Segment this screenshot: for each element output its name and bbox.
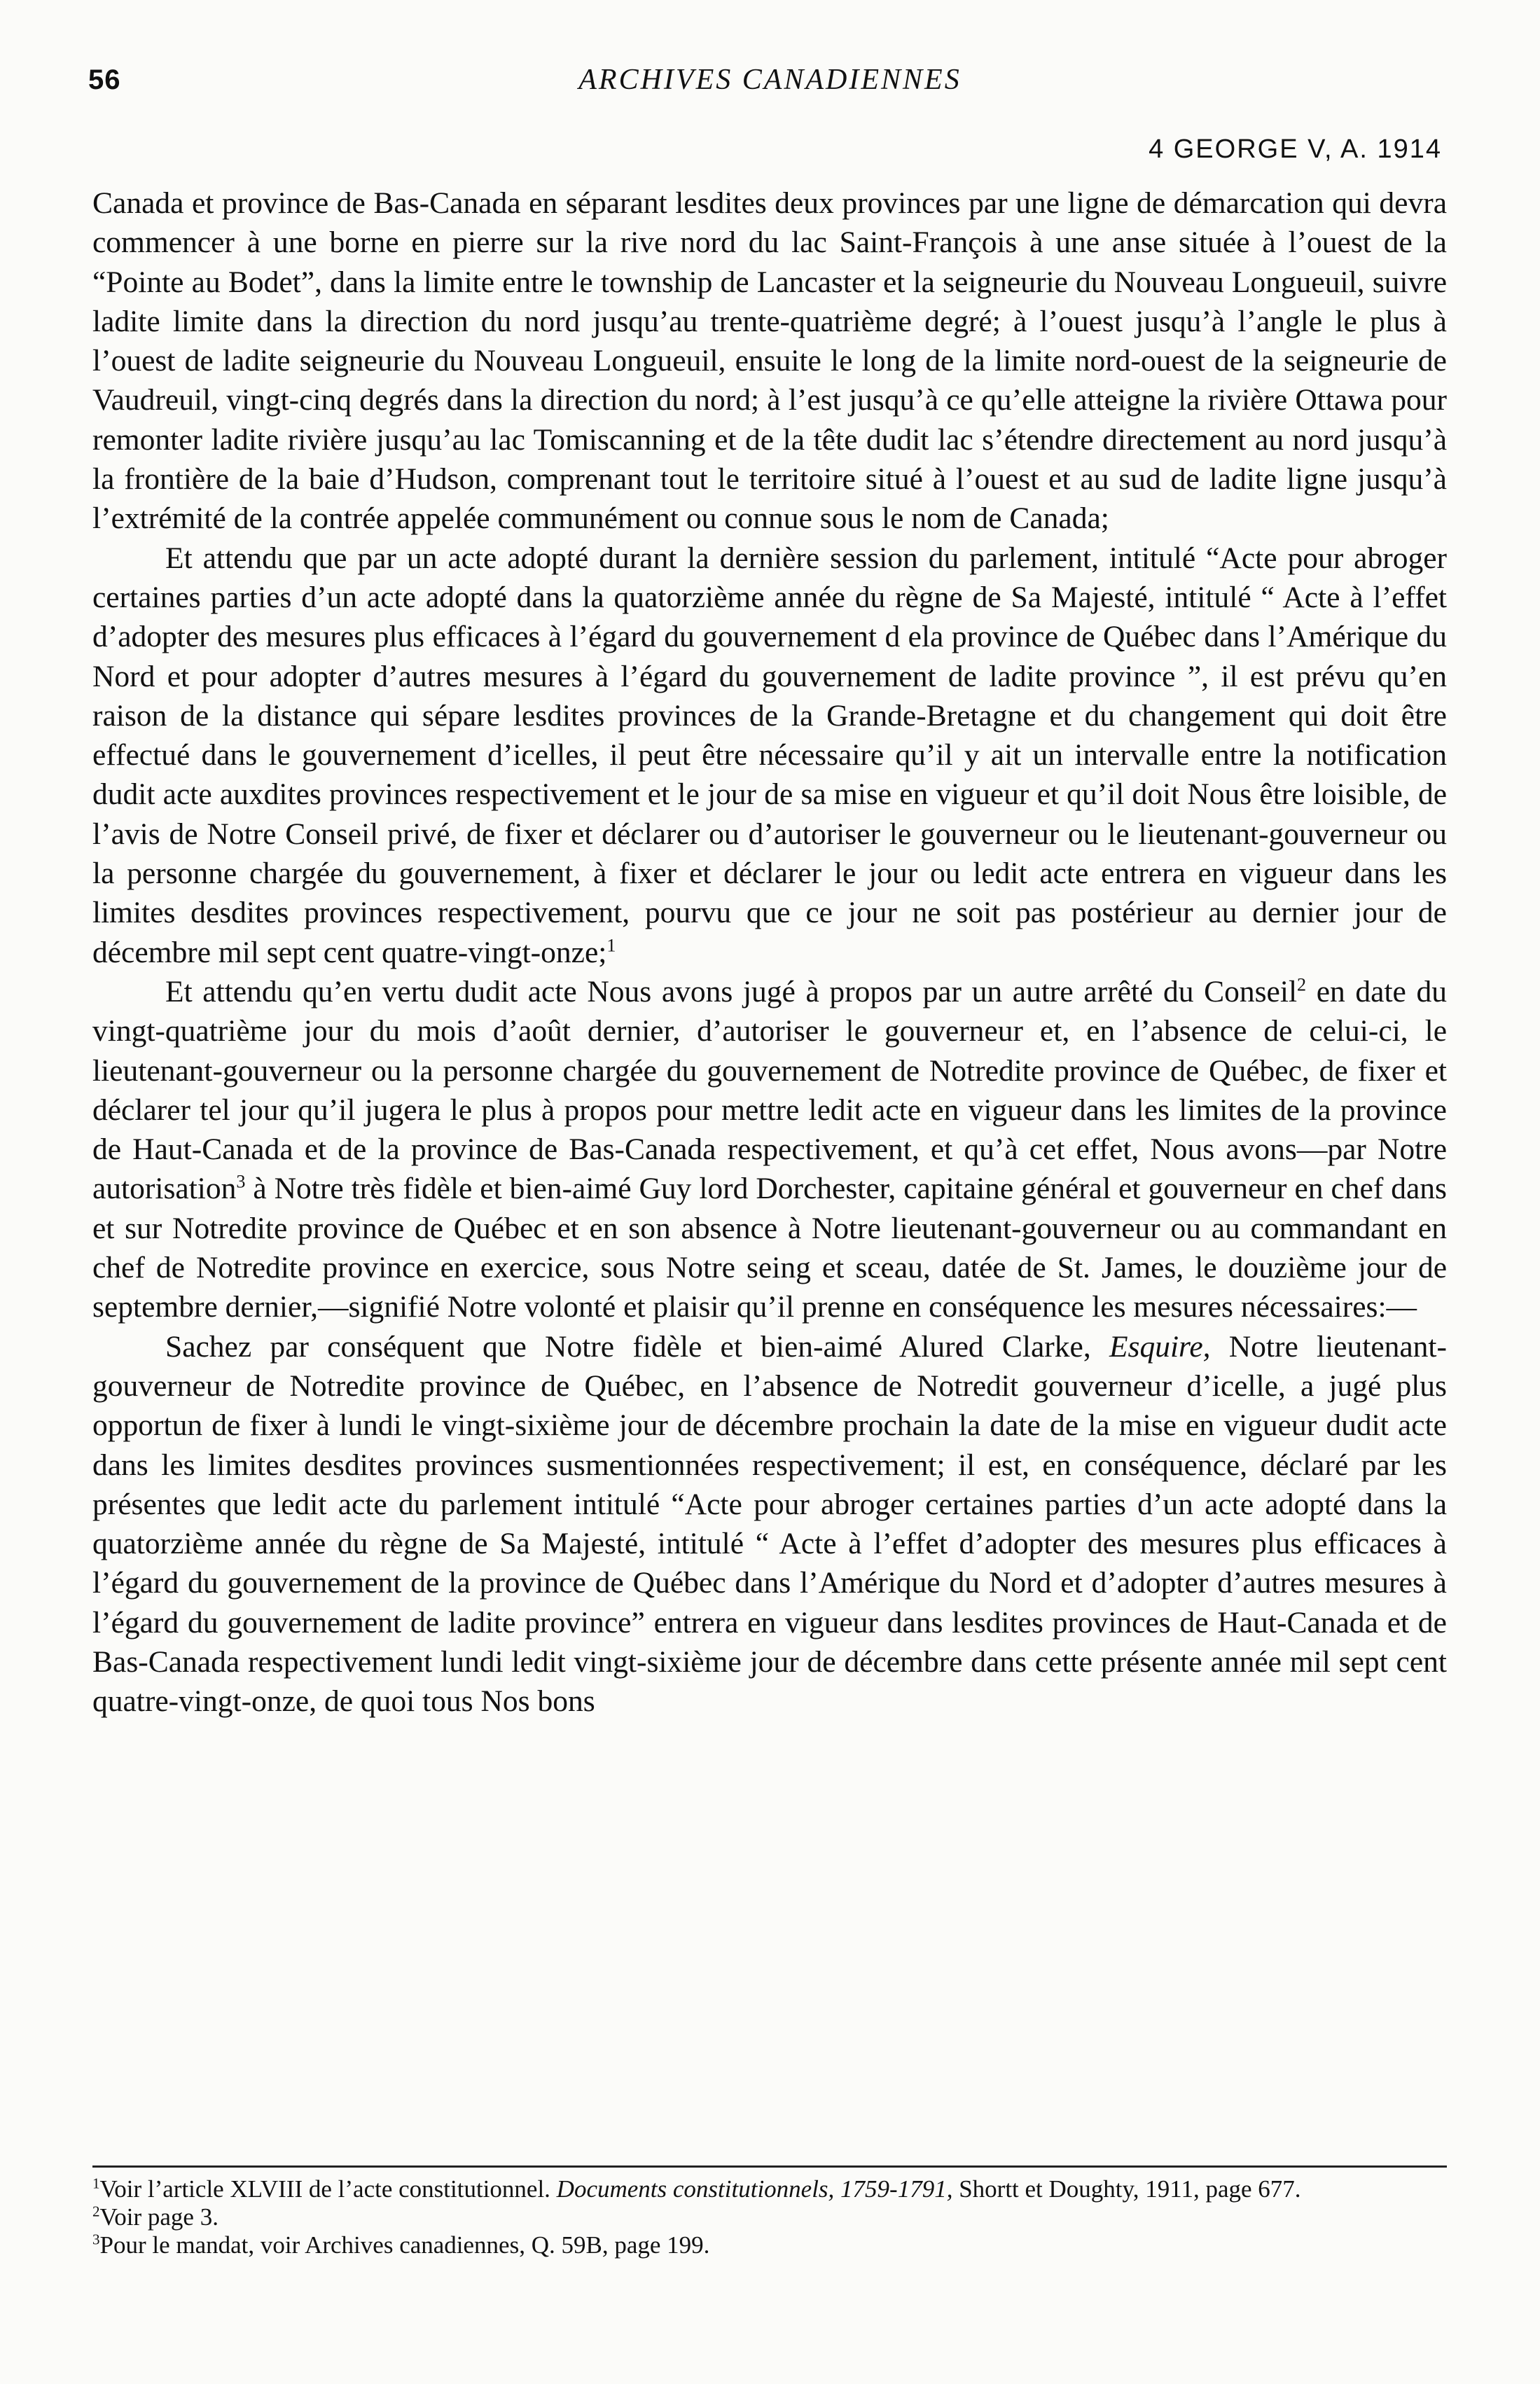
footnote-text: Shortt et Doughty, 1911, page 677. — [952, 2175, 1301, 2203]
footnote-italic: Documents constitutionnels, 1759-1791, — [556, 2175, 953, 2203]
footnote-rule — [92, 2165, 1447, 2168]
footnote-text: Voir page 3. — [99, 2203, 218, 2231]
footnote-text: Pour le mandat, voir Archives canadiennes, Q. 59B, page 199. — [99, 2231, 710, 2259]
session-reference: 4 GEORGE V, A. 1914 — [1149, 134, 1442, 164]
footnotes — [92, 2175, 1447, 2259]
paragraph-text: Sachez par conséquent que Notre fidèle et bien-aimé Alured Clarke, — [165, 1329, 1109, 1364]
paragraph-italic: Esquire, — [1109, 1329, 1211, 1364]
paragraph-text: Notre lieutenant-gouverneur de Notredite province de Québec, en l’absence de Notredit gouverneur d’icelle, a jugé plus opportun de fixer à lundi le vingt-sixième jour de décembre prochain la date de la mise en vigueur dudit acte dans les limites desdites provinces susmentionnées respectivement; il est, en conséquence, déclaré par les présentes que ledit acte du parlement intitulé “Acte pour abroger certaines parties d’un acte adopté dans la quatorzième année du règne de Sa Majesté, intitulé “ Acte à l’effet d’adopter des mesures plus efficaces à l’égard du gouvernement de la province de Québec dans l’Amérique du Nord et d’adopter d’autres mesures à l’égard du gouvernement de ladite province” entrera en vigueur dans lesdites provinces de Haut-Canada et de Bas-Canada respectivement lundi ledit vingt-sixième jour de décembre dans cette présente année mil sept cent quatre-vingt-onze, de quoi tous Nos bons — [92, 1329, 1447, 1719]
paragraph-text: Et attendu qu’en vertu dudit acte Nous avons jugé à propos par un autre arrêté du Conseil — [165, 974, 1298, 1009]
paragraph-whereas-council — [92, 972, 1447, 1327]
paragraph-text: à Notre très fidèle et bien-aimé Guy lord Dorchester, capitaine général et gouverneur en chef dans et sur Notredite province de Québec et en son absence à Notre lieutenant-gouverneur ou au commandant en chef de Notredite province en exercice, sous Notre seing et sceau, datée de St. James, le douzième jour de septembre dernier,—signifié Notre volonté et plaisir qu’il prenne en conséquence les mesures nécessaires:— — [92, 1172, 1447, 1324]
footnote-number: 1 — [92, 2175, 100, 2192]
footnote-ref: 1 — [606, 935, 616, 956]
paragraph-text: en date du vingt-quatrième jour du mois d’août dernier, d’autoriser le gouverneur et, en l’absence de celui-ci, le lieutenant-gouverneur ou la personne chargée du gouvernement de Notredite province de Québec, de fixer et déclarer tel jour qu’il jugera le plus à propos pour mettre ledit acte en vigueur dans les limites de la province de Haut-Canada et de la province de Bas-Canada respectivement, et qu’à cet effet, Nous avons—par Notre autorisation — [92, 974, 1447, 1206]
paragraph-know-ye — [92, 1327, 1447, 1721]
footnote-text: Voir l’article XLVIII de l’acte constitutionnel. — [99, 2175, 557, 2203]
running-title: ARCHIVES CANADIENNES — [578, 64, 962, 96]
page-number: 56 — [88, 64, 121, 95]
footnote-number: 3 — [92, 2231, 100, 2248]
paragraph-continuation — [92, 183, 1447, 539]
footnote-number: 2 — [92, 2203, 100, 2220]
paragraph-text: Et attendu que par un acte adopté durant la dernière session du parlement, intitulé “Acte pour abroger certaines parties d’un acte adopté dans la quatorzième année du règne de Sa Majesté, intitulé “ Acte à l’effet d’adopter des mesures plus efficaces à l’égard du gouvernement d ela province de Québec dans l’Amérique du Nord et pour adopter d’autres mesures à l’égard du gouvernement de ladite province ”, il est prévu qu’en raison de la distance qui sépare lesdites provinces de la Grande-Bretagne et du changement qui doit être effectué dans le gouvernement d’icelles, il peut être nécessaire qu’il y ait un intervalle entre la notification dudit acte auxdites provinces respectivement et le jour de sa mise en vigueur et qu’il doit Nous être loisible, de l’avis de Notre Conseil privé, de fixer et déclarer ou d’autoriser le gouverneur ou le lieutenant-gouverneur ou la personne chargée du gouvernement, à fixer et déclarer le jour ou ledit acte entrera en vigueur dans les limites desdites provinces respectivement, pourvu que ce jour ne soit pas postérieur au dernier jour de décembre mil sept cent quatre-vingt-onze; — [92, 541, 1447, 969]
footnote-1 — [92, 2175, 1447, 2203]
footnote-ref: 2 — [1297, 974, 1307, 995]
paragraph-whereas-act — [92, 539, 1447, 972]
body-text — [92, 183, 1447, 1721]
footnote-2 — [92, 2203, 1447, 2231]
paragraph-text: Canada et province de Bas-Canada en séparant lesdites deux provinces par une ligne de démarcation qui devra commencer à une borne en pierre sur la rive nord du lac Saint-François à une anse située à l’ouest de la “Pointe au Bodet”, dans la limite entre le township de Lancaster et la seigneurie du Nouveau Longueuil, suivre ladite limite dans la direction du nord jusqu’au trente-quatrième degré; à l’ouest jusqu’à l’angle le plus à l’ouest de ladite seigneurie du Nouveau Longueuil, ensuite le long de la limite nord-ouest de la seigneurie de Vaudreuil, vingt-cinq degrés dans la direction du nord; à l’est jusqu’à ce qu’elle atteigne la rivière Ottawa pour remonter ladite rivière jusqu’au lac Tomiscanning et de la tête dudit lac s’étendre directement au nord jusqu’à la frontière de la baie d’Hudson, comprenant tout le territoire situé à l’ouest et au sud de ladite ligne jusqu’à l’extrémité de la contrée appelée communément ou connue sous le nom de Canada; — [92, 186, 1447, 536]
footnote-3 — [92, 2231, 1447, 2259]
footnote-ref: 3 — [236, 1171, 246, 1192]
